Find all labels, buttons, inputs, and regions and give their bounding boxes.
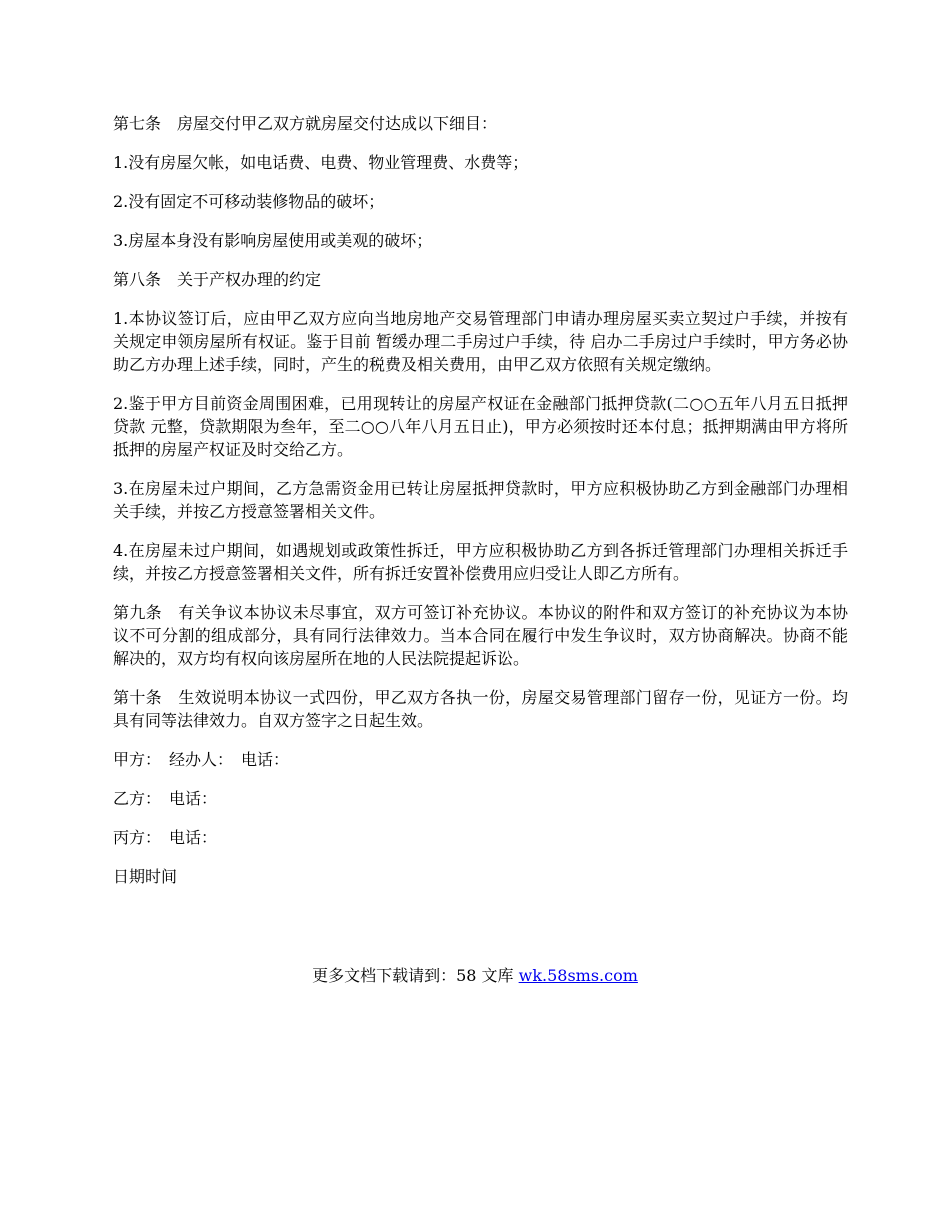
- article-8-item-3: 3.在房屋未过户期间，乙方急需资金用已转让房屋抵押贷款时，甲方应积极协助乙方到金融部门办理相关手续，并按乙方授意签署相关文件。: [113, 479, 848, 521]
- article-8-item-1: 1.本协议签订后，应由甲乙双方应向当地房地产交易管理部门申请办理房屋买卖立契过户手续，并按有关规定申领房屋所有权证。鉴于目前 暂缓办理二手房过户手续，待 启办二手房过户手续时，甲方务必协助乙方办理上述手续，同时，产生的税费及相关费用，由甲乙双方依照有关规定缴纳。: [113, 309, 848, 374]
- article-9-paragraph: 第九条 有关争议本协议未尽事宜，双方可签订补充协议。本协议的附件和双方签订的补充协议为本协议不可分割的组成部分，具有同行法律效力。当本合同在履行中发生争议时，双方协商解决。协商不能解决的，双方均有权向该房屋所在地的人民法院提起诉讼。: [113, 603, 848, 668]
- party-a-signature-line: 甲方： 经办人： 电话：: [113, 750, 290, 769]
- party-b-signature-line: 乙方： 电话：: [113, 789, 218, 808]
- article-8-item-2: 2.鉴于甲方目前资金周围困难，已用现转让的房屋产权证在金融部门抵押贷款(二○○五年八月五日抵押贷款 元整，贷款期限为叁年，至二○○八年八月五日止)，甲方必须按时还本付息；抵押期满由甲方将所抵押的房屋产权证及时交给乙方。: [113, 394, 848, 459]
- article-10-paragraph: 第十条 生效说明本协议一式四份，甲乙双方各执一份，房屋交易管理部门留存一份，见证方一份。均具有同等法律效力。自双方签字之日起生效。: [113, 688, 848, 730]
- download-footer: [0, 964, 950, 987]
- document-body: [113, 112, 848, 904]
- party-c-signature-line: 丙方： 电话：: [113, 828, 218, 847]
- article-7-heading: 第七条 房屋交付甲乙双方就房屋交付达成以下细目：: [113, 114, 498, 133]
- article-7-item-1: 1.没有房屋欠帐，如电话费、电费、物业管理费、水费等；: [113, 153, 529, 172]
- article-8-item-4: 4.在房屋未过户期间，如遇规划或政策性拆迁，甲方应积极协助乙方到各拆迁管理部门办理相关拆迁手续，并按乙方授意签署相关文件，所有拆迁安置补偿费用应归受让人即乙方所有。: [113, 541, 848, 583]
- date-line: 日期时间: [113, 867, 178, 886]
- article-7-item-3: 3.房屋本身没有影响房屋使用或美观的破坏；: [113, 231, 433, 250]
- footer-text: 更多文档下载请到：58 文库: [312, 966, 519, 985]
- article-8-heading: 第八条 关于产权办理的约定: [113, 270, 322, 289]
- footer-link[interactable]: wk.58sms.com: [518, 966, 638, 985]
- article-7-item-2: 2.没有固定不可移动装修物品的破坏；: [113, 192, 385, 211]
